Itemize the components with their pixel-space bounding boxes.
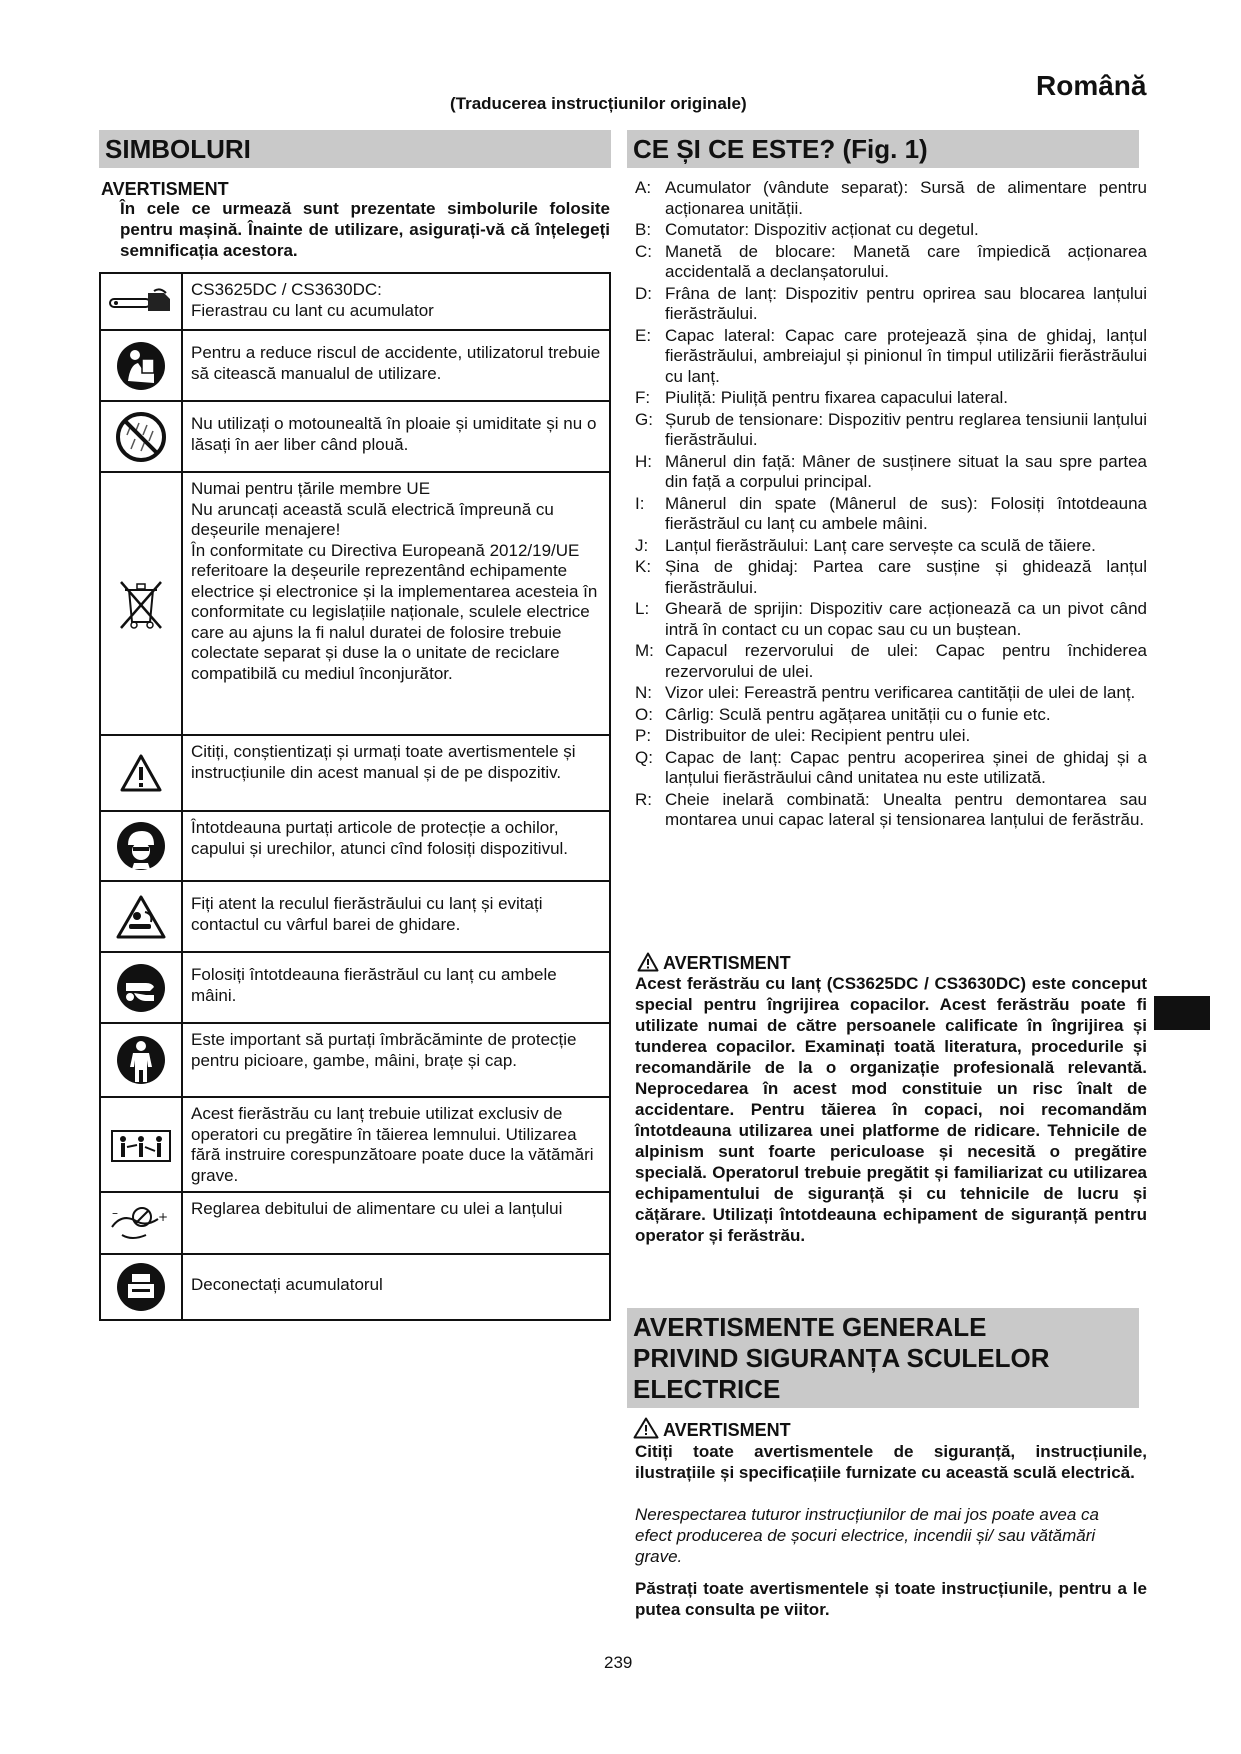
symbol-row [101,1193,609,1255]
part-letter: P: [635,726,652,745]
list-item [635,536,1147,557]
part-letter: M: [635,641,654,660]
part-text: Lanțul fierăstrăului: Lanț care servește ca sculă de tăiere. [665,535,1096,555]
language-label: Română [1036,70,1147,101]
oil-adjust-icon [101,1193,183,1253]
list-item [635,494,1147,535]
symbol-row [101,473,609,736]
part-letter: C: [635,241,652,261]
general-warning-italic: Nerespectarea tuturor instrucțiunilor de mai jos poate avea ca efect producerea de șocuri electrice, incendii și/ sau vătămări grave. [635,1505,1099,1566]
part-letter: H: [635,451,652,471]
warning-triangle-icon [637,952,659,972]
part-text: Capac de lanț: Capac pentru acoperirea șinei de ghidaj și a lanțului fierăstrăului când unitatea nu este utilizată. [665,747,1147,787]
part-letter: R: [635,789,652,809]
language-tab-marker [1154,996,1210,1030]
symbol-row [101,1255,609,1321]
part-text: Șurub de tensionare: Dispozitiv pentru reglarea tensiunii lanțului fierăstrăului. [665,409,1147,449]
symbol-text: Acest fierăstrău cu lanț trebuie utilizat exclusiv de operatori cu pregătire în tăierea lemnului. Utilizarea fără instruire corespunzătoare poate duce la vătămări grave. [191,1104,594,1185]
part-text: Cârlig: Sculă pentru agățarea unității cu o funie etc. [665,704,1051,724]
list-item [635,599,1147,640]
part-letter: E: [635,325,652,345]
part-letter: N: [635,683,652,702]
part-letter: I: [635,493,645,513]
chainsaw-warning-text: Acest ferăstrău cu lanț (CS3625DC / CS3630DC) este conceput special pentru îngrijirea copacilor. Acest ferăstrău poate fi utilizate numai de către persoanele calificate în îngrijirea și tunderea copacilor. Examinați toată literatura, procedurile și recomandările de la o organizație profesională relevantă. Neprocedarea în acest mod constituie un risc înalt de accidentare. Pentru tăierea în copaci, noi recomandăm întotdeauna utilizarea unei platforme de ridicare. Tehnicile de alpinism sunt foarte periculoase și necesită o pregătire specială. Operatorul trebuie pregătit și familiarizat cu utilizarea echipamentului de siguranță și cu tehnicile de lucru și cățărare. Utilizați întotdeauna echipament de siguranță pentru operator și ferăstrău. [635,974,1147,1245]
part-letter: J: [635,535,649,555]
chainsaw-icon [101,274,183,329]
part-text: Distribuitor de ulei: Recipient pentru ulei. [665,726,971,745]
part-text: Capacul rezervorului de ulei: Capac pentru închiderea rezervorului de ulei. [665,641,1147,681]
symbol-text: Este important să purtați îmbrăcăminte de protecție pentru picioare, gambe, mâini, brațe și cap. [191,1030,577,1070]
head-protection-icon [101,812,183,880]
symbol-row [101,1024,609,1098]
part-text: Frâna de lanț: Dispozitiv pentru oprirea sau blocarea lanțului fierăstrăului. [665,283,1147,323]
part-letter: F: [635,388,651,407]
section-title-line: AVERTISMENTE GENERALE [633,1312,987,1342]
list-item [635,452,1147,493]
symbols-warning-label: AVERTISMENT [101,179,229,199]
symbols-section-title: SIMBOLURI [99,130,611,168]
part-letter: B: [635,220,652,239]
symbol-row [101,953,609,1024]
symbol-row [101,736,609,812]
symbol-text: Citiți, conștientizați și urmați toate avertismentele și instrucțiunile din acest manual și de pe dispozitiv. [191,742,576,782]
list-item [635,790,1147,831]
part-text: Vizor ulei: Fereastră pentru verificarea cantității de ulei de lanț. [665,683,1136,702]
symbol-row [101,882,609,953]
symbol-row [101,274,609,331]
symbol-row [101,1098,609,1193]
part-letter: O: [635,704,653,724]
part-text: Mânerul din spate (Mânerul de sus): Folosiți întotdeauna fierăstrăul cu lanț cu ambele mâini. [665,493,1147,533]
symbol-text: Nu utilizați o motounealtă în ploaie și umiditate și nu o lăsați în aer liber când plouă. [191,414,597,454]
section-title-line: PRIVIND SIGURANȚA SCULELOR [633,1343,1050,1373]
part-text: Șina de ghidaj: Partea care susține și ghidează lanțul fierăstrăului. [665,557,1147,597]
list-item [635,683,1147,704]
symbol-text: Întotdeauna purtați articole de protecție a ochilor, capului și urechilor, atunci cînd folosiți dispozitivul. [191,818,569,858]
warning-label: AVERTISMENT [663,1420,791,1440]
part-text: Acumulator (vândute separat): Sursă de alimentare pentru acționarea unității. [665,178,1147,218]
list-item [635,557,1147,598]
part-letter: D: [635,283,652,303]
symbols-intro: În cele ce urmează sunt prezentate simbolurile folosite pentru mașină. Înainte de utilizare, asigurați-vă că înțelegeți semnificația acestora. [120,199,610,260]
list-item [635,388,1147,409]
symbol-row [101,812,609,882]
keep-instructions-text: Păstrați toate avertismentele și toate instrucțiunile, pentru a le putea consulta pe viitor. [635,1579,1147,1619]
page-number: 239 [604,1653,633,1672]
part-text: Cheie inelară combinată: Unealta pentru demontarea sau montarea unui capac lateral și tensionarea lanțului de ferăstrău. [665,789,1147,829]
list-item [635,641,1147,682]
list-item [635,242,1147,283]
part-text: Manetă de blocare: Manetă care împiedică acționarea accidentală a declanșatorului. [665,241,1147,281]
parts-list [635,178,1147,832]
symbol-row [101,331,609,402]
list-item [635,410,1147,451]
no-rain-icon [101,402,183,471]
part-letter: Q: [635,747,653,767]
part-text: Piuliță: Piuliță pentru fixarea capacului lateral. [665,388,1009,407]
symbol-text: Pentru a reduce riscul de accidente, utilizatorul trebuie să citească manualul de utilizare. [191,343,601,383]
symbol-text: Reglarea debitului de alimentare cu ulei a lanțului [191,1199,563,1218]
chainsaw-warning-heading [637,952,791,974]
part-text: Gheară de sprijin: Dispozitiv care acționează ca un pivot când intră în contact cu un copac sau cu un buștean. [665,599,1147,639]
read-manual-icon [101,331,183,400]
parts-section-title: CE ȘI CE ESTE? (Fig. 1) [627,130,1139,168]
list-item [635,220,1147,241]
part-letter: A: [635,178,652,197]
symbol-text: CS3625DC / CS3630DC: Fierastrau cu lant cu acumulator [191,280,434,320]
symbol-text: Deconectați acumulatorul [191,1275,383,1294]
list-item [635,726,1147,747]
general-warning-bold: Citiți toate avertismentele de siguranță, instrucțiunile, ilustrațiile și specificațiile furnizate cu această sculă electrică. [635,1442,1147,1482]
part-text: Mânerul din față: Mâner de susținere situat la sau spre partea din față a corpului principal. [665,451,1147,491]
symbol-text: Folosiți întotdeauna fierăstrăul cu lanț cu ambele mâini. [191,965,557,1005]
list-item [635,748,1147,789]
part-letter: G: [635,409,653,429]
translation-subtitle: (Traducerea instrucțiunilor originale) [450,94,747,113]
protective-clothing-icon [101,1024,183,1096]
part-text: Capac lateral: Capac care protejează șina de ghidaj, lanțul fierăstrăului, ambreiajul și pinionul în timpul utilizării fierăstrăului cu lanț. [665,325,1147,386]
list-item [635,705,1147,726]
list-item [635,178,1147,219]
list-item [635,284,1147,325]
symbol-row [101,402,609,473]
svg-text:+: + [158,1210,169,1224]
symbols-table [99,272,611,1321]
general-warning-heading [633,1417,791,1441]
symbol-text: Numai pentru țările membre UE Nu aruncați această sculă electrică împreună cu deșeurile menajere! În conformitate cu Directiva Europeană 2012/19/UE referitoare la deșeurile reprezentând echipamente electrice și electronice și la implementarea acesteia în conformitate cu legislațiile naționale, sculele electrice care au ajuns la fi nalul duratei de folosire trebuie colectate separat și duse la o unitate de reciclare compatibilă cu mediul înconjurător. [191,479,598,683]
battery-disconnect-icon [101,1255,183,1319]
warning-triangle-icon [101,736,183,810]
part-letter: L: [635,599,650,618]
weee-bin-icon [101,473,183,734]
warning-label: AVERTISMENT [663,953,791,973]
warning-triangle-icon [633,1417,659,1439]
kickback-warning-icon [101,882,183,951]
symbol-text: Fiți atent la reculul fierăstrăului cu lanț și evitați contactul cu vârful barei de ghidare. [191,894,543,934]
part-letter: K: [635,557,652,576]
section-title-line: ELECTRICE [633,1374,781,1404]
general-safety-section-title [627,1308,1139,1408]
list-item [635,326,1147,388]
two-hands-icon [101,953,183,1022]
part-text: Comutator: Dispozitiv acționat cu degetul. [665,220,979,239]
trained-operator-icon [101,1098,183,1191]
svg-text:–: – [112,1206,118,1220]
